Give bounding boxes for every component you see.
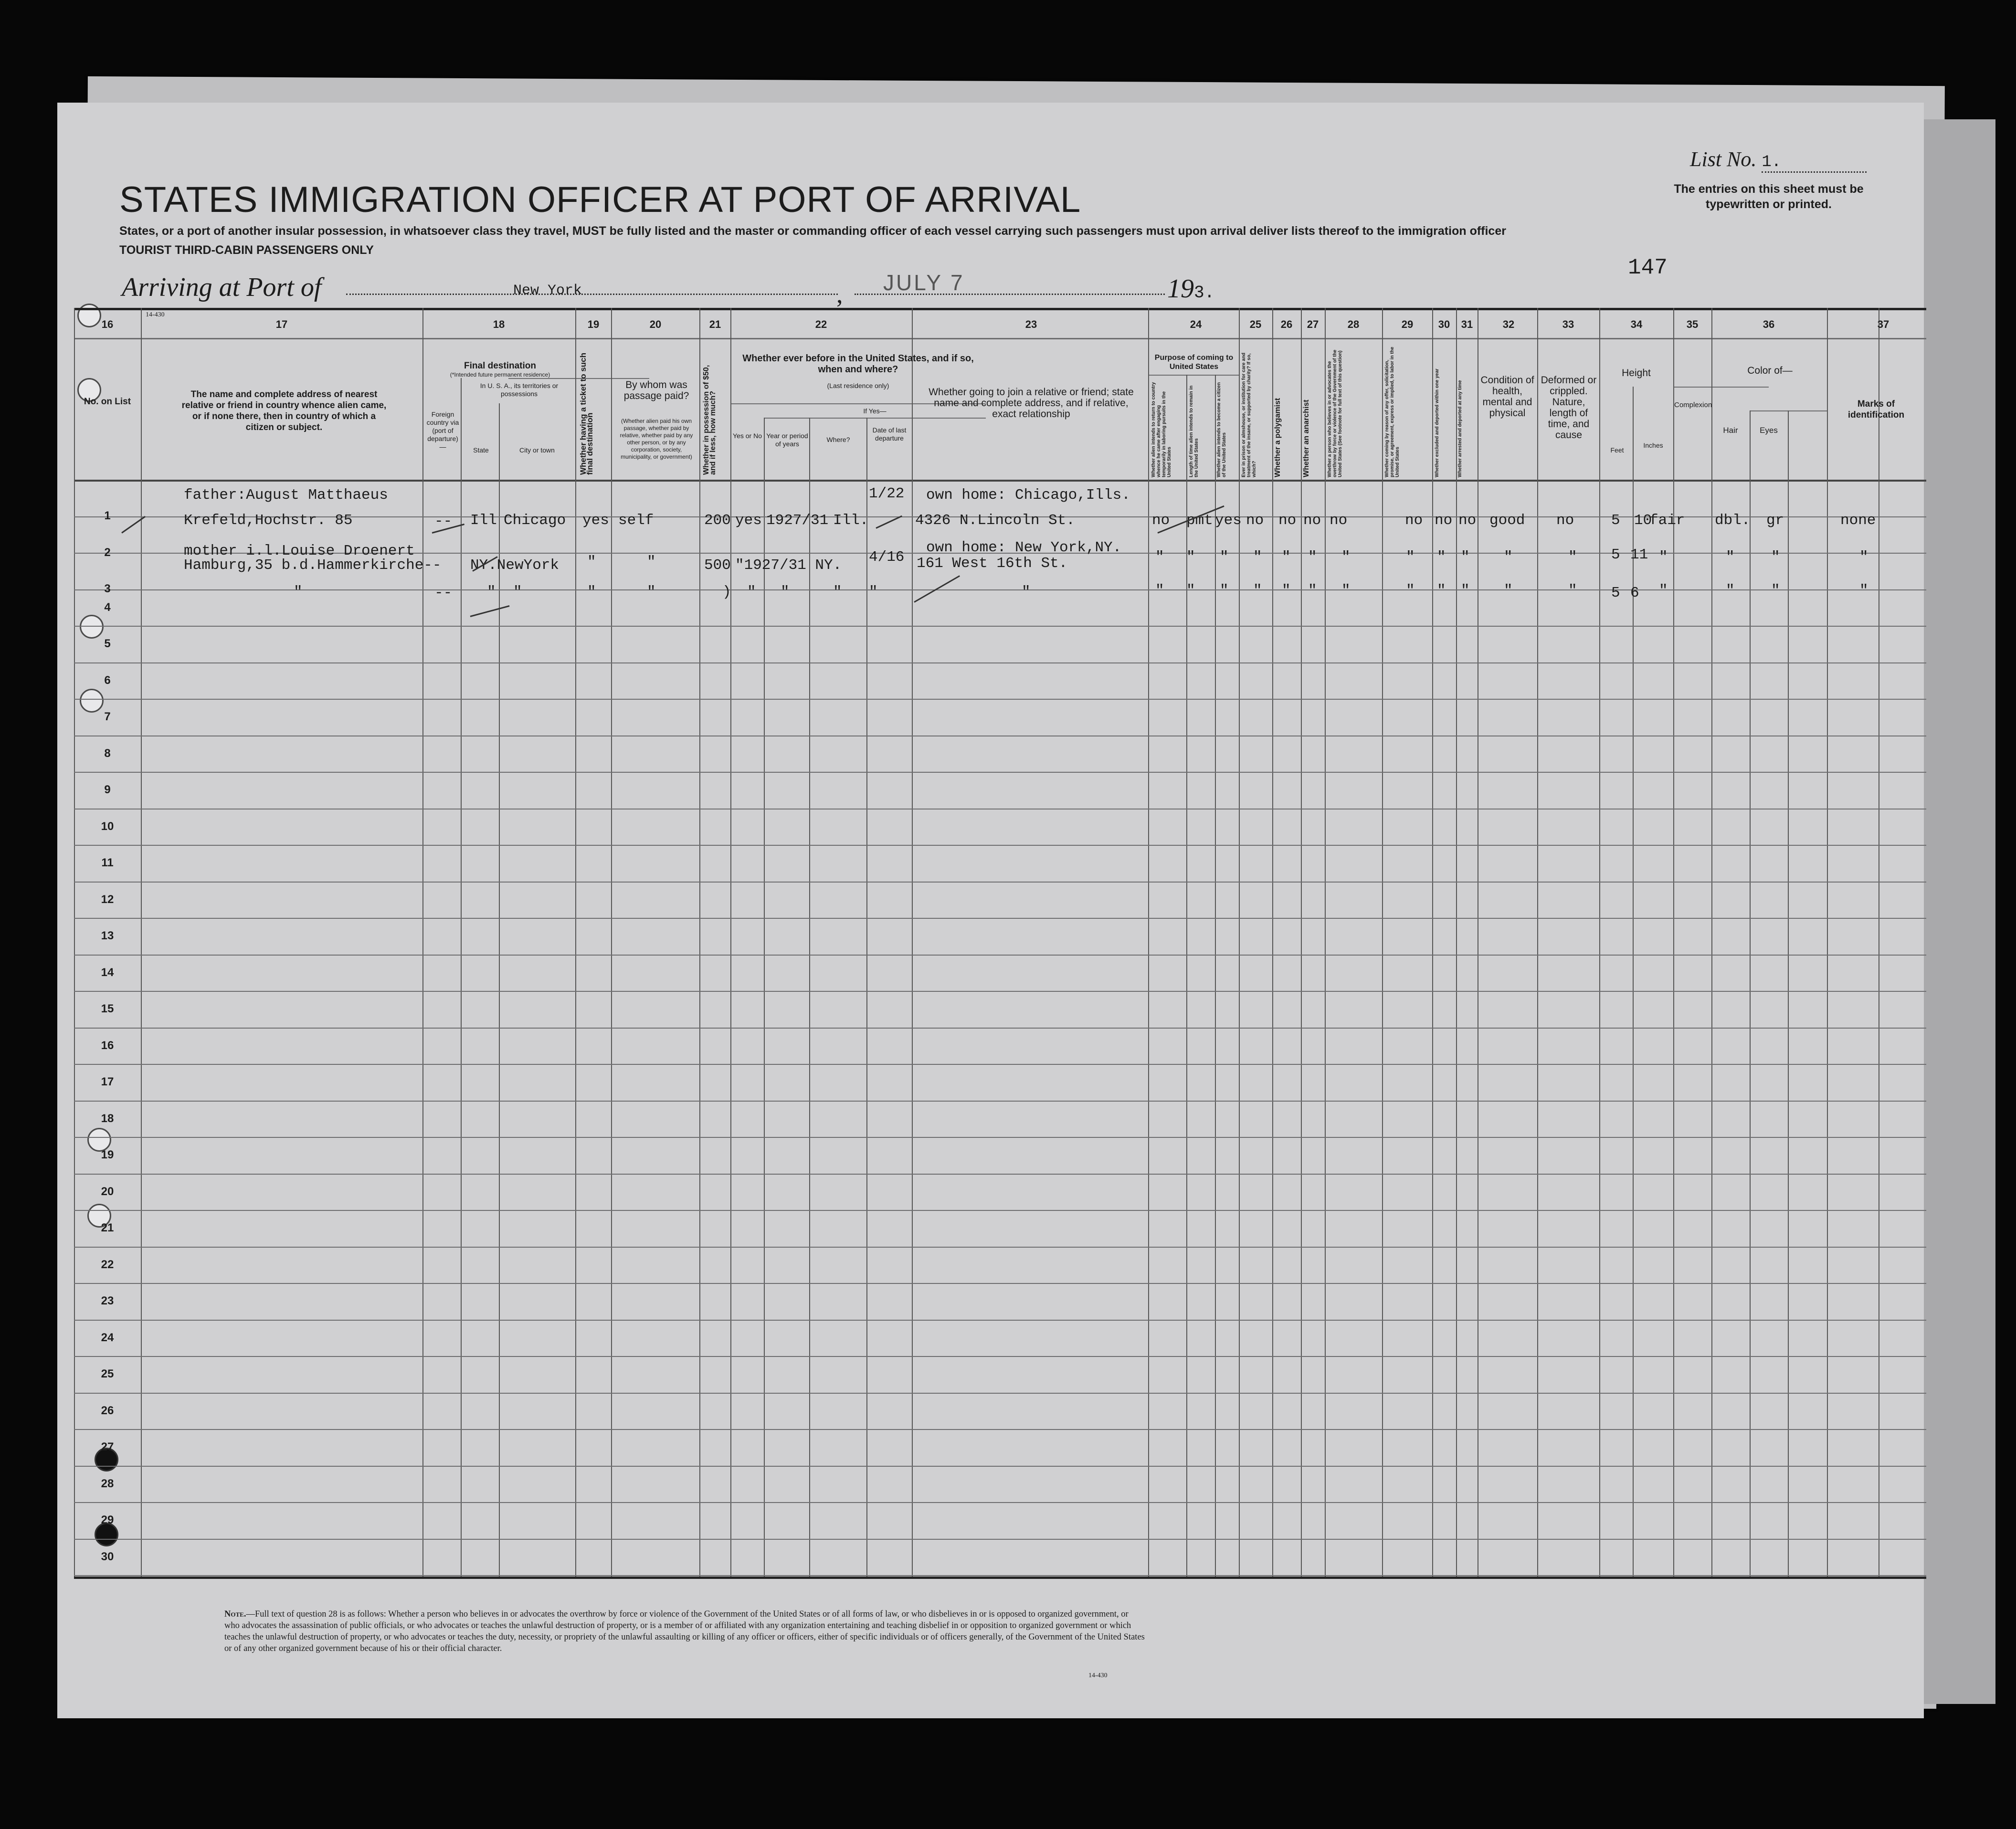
ditto-mark: " <box>1282 549 1291 566</box>
entry-2-departure: 4/16 <box>869 549 905 566</box>
header-color-of: Color of— <box>1747 365 1793 376</box>
header-height: Height <box>1622 368 1651 378</box>
table-row <box>74 991 1926 992</box>
col-number-35: 35 <box>1686 318 1699 330</box>
table-row <box>74 1356 1926 1357</box>
table-row <box>74 1466 1926 1467</box>
header-purpose-a: Whether alien intends to return to country whence he came after engaging temporarily in laboring pursuits in the United States <box>1151 382 1172 477</box>
table-row <box>74 1320 1926 1321</box>
header-bottom-rule <box>74 480 1926 482</box>
col-line <box>499 403 500 1577</box>
ditto-mark: " <box>1253 549 1262 566</box>
ditto-mark: " <box>1659 582 1668 599</box>
instruction-text: States, or a port of another insular possession, in whatsoever class they travel, MUST be fully listed and the master or commanding officer of each vessel carrying such passengers must upon arrival deliver lists thereof to the immigration officer <box>119 224 1506 238</box>
header-if-yes: If Yes— <box>863 407 887 415</box>
header-in-usa: In U. S. A., its territories or possessions <box>480 382 559 398</box>
header-polygamist: Whether a polygamist <box>1274 398 1282 477</box>
entry-1-state: Ill <box>470 512 497 529</box>
subrule <box>1148 375 1239 376</box>
form-code: 14-430 <box>146 311 165 318</box>
ditto-mark: " <box>1253 582 1262 599</box>
ditto-mark: " <box>781 584 790 600</box>
entry-1-where: Ill. <box>833 512 869 529</box>
table-row <box>74 1028 1926 1029</box>
col-line <box>1788 410 1789 1577</box>
subrule <box>1673 387 1769 388</box>
ditto-mark: " <box>1859 582 1868 599</box>
ditto-mark: " <box>1155 582 1164 599</box>
ditto-mark: " <box>1771 549 1780 566</box>
col-line <box>866 418 867 1577</box>
col-number-22: 22 <box>815 318 827 330</box>
header-passage-paid-sub: (Whether alien paid his own passage, whether paid by relative, whether paid by any other person, or by any corporation, society, municipality, or government) <box>620 418 693 460</box>
ditto-mark: " <box>1341 549 1351 566</box>
col-number-17: 17 <box>275 318 288 330</box>
col-number-20: 20 <box>649 318 662 330</box>
col-number-18: 18 <box>493 318 505 330</box>
typewritten-note: The entries on this sheet must be typewritten or printed. <box>1674 182 1864 211</box>
col-line <box>1750 410 1751 1577</box>
entry-2-join-a: own home: New York,NY. <box>926 539 1122 556</box>
entry-2-ticket: " <box>587 554 596 570</box>
col-line <box>1382 308 1383 1577</box>
entry-2-relative-address: Hamburg,35 b.d.Hammerkirche-- <box>184 557 442 574</box>
entry-3-join: " <box>1022 584 1031 600</box>
row-number: 8 <box>104 746 111 760</box>
entry-1-city: Chicago <box>504 512 566 529</box>
col-line <box>1215 375 1216 1577</box>
table-row <box>74 1393 1926 1394</box>
entry-2-before: "1927/31 NY. <box>735 557 842 574</box>
row-number: 23 <box>101 1294 114 1307</box>
entry-1-prison: no <box>1246 512 1264 529</box>
col-line <box>1432 308 1433 1577</box>
entry-1-remain: pmt <box>1186 512 1213 529</box>
table-row <box>74 882 1926 883</box>
table-row <box>74 699 1926 700</box>
footer-form-code: 14-430 <box>1088 1672 1108 1679</box>
col-number-29: 29 <box>1401 318 1414 330</box>
row-number: 13 <box>101 929 114 942</box>
col-line <box>1633 387 1634 1577</box>
ditto-mark: " <box>1341 582 1351 599</box>
header-nearest-relative: The name and complete address of nearest relative or friend in country whence alien came, or if none there, then in country of which a citizen or subject. <box>181 389 387 432</box>
header-health: Condition of health, mental and physical <box>1480 375 1534 419</box>
row-number: 24 <box>101 1331 114 1344</box>
entry-2-relative-name: mother i.l.Louise Droenert <box>184 543 415 559</box>
col-line <box>611 308 612 1577</box>
page-title: STATES IMMIGRATION OFFICER AT PORT OF ARRIVAL <box>119 179 1081 220</box>
ditto-mark: " <box>833 584 842 600</box>
ditto-mark: " <box>869 584 878 600</box>
entry-1-inches: 10 <box>1634 512 1652 529</box>
header-marks: Marks of identification <box>1847 399 1905 420</box>
ditto-mark: " <box>1461 582 1470 599</box>
list-number: List No. 1. <box>1690 147 1867 173</box>
entry-2-inches: 11 <box>1630 547 1648 563</box>
ditto-mark: " <box>1504 582 1513 599</box>
entry-1-eyes: gr <box>1766 512 1784 529</box>
row-number: 9 <box>104 783 111 796</box>
header-purpose-b: Length of time alien intends to remain in the United States <box>1189 385 1199 477</box>
col-number-32: 32 <box>1502 318 1515 330</box>
col-line <box>1325 308 1326 1577</box>
port-line <box>346 294 838 295</box>
row-number: 15 <box>101 1002 114 1015</box>
header-foreign-country: Foreign country via (port of departure)— <box>426 410 459 451</box>
table-row <box>74 1137 1926 1138</box>
entry-2-join-b: 161 West 16th St. <box>917 555 1068 572</box>
entry-1-overthrow: no <box>1330 512 1348 529</box>
header-city: City or town <box>519 446 555 454</box>
row-number: 30 <box>101 1550 114 1563</box>
ditto-mark: " <box>487 584 496 600</box>
table-row <box>74 1247 1926 1248</box>
entry-2-feet: 5 <box>1611 547 1620 563</box>
header-possession-50: Whether in possession of $50, and if less, how much? <box>702 365 717 475</box>
table-row <box>74 1283 1926 1284</box>
port-value: New York <box>513 283 582 299</box>
ditto-mark: " <box>1155 549 1164 566</box>
header-ticket: Whether having a ticket to such final destination <box>579 353 594 475</box>
col-line <box>1301 308 1302 1577</box>
header-ever-before: Whether ever before in the United States, and if so, when and where? <box>742 353 974 375</box>
entry-1-marks: none <box>1840 512 1876 529</box>
table-row <box>74 1210 1926 1211</box>
ditto-mark: " <box>1568 582 1577 599</box>
col-number-37: 37 <box>1877 318 1889 330</box>
row-number: 25 <box>101 1367 114 1380</box>
col-line <box>461 378 462 1577</box>
colnum-rule <box>74 338 1926 339</box>
ditto-mark: " <box>513 584 522 600</box>
header-state: State <box>473 446 489 454</box>
row-number: 11 <box>101 856 114 869</box>
header-anarchist: Whether an anarchist <box>1302 399 1310 477</box>
check-mark <box>876 515 902 529</box>
row-number: 20 <box>101 1185 114 1198</box>
table-row <box>74 955 1926 956</box>
col-line <box>1456 308 1457 1577</box>
col-number-31: 31 <box>1461 318 1473 330</box>
col-line <box>730 308 731 1577</box>
arriving-label: Arriving at Port of <box>122 273 322 302</box>
col-number-24: 24 <box>1190 318 1202 330</box>
header-eyes: Eyes <box>1760 426 1778 435</box>
table-row <box>74 1502 1926 1503</box>
ditto-mark: " <box>1282 582 1291 599</box>
check-mark <box>470 605 510 617</box>
row-number: 22 <box>101 1258 114 1271</box>
row-number: 2 <box>104 546 111 559</box>
table-row <box>74 626 1926 627</box>
row-number: 12 <box>101 893 114 906</box>
table-row <box>74 662 1926 663</box>
entry-1-complexion: fair <box>1649 512 1685 529</box>
row-number: 14 <box>101 966 114 979</box>
entry-2-passage: " <box>647 554 656 570</box>
col-number-28: 28 <box>1347 318 1360 330</box>
entry-1-departure: 1/22 <box>869 485 905 502</box>
entry-1-citizen: yes <box>1215 512 1242 529</box>
entry-1-join-b: 4326 N.Lincoln St. <box>915 512 1075 529</box>
row-number: 1 <box>104 509 111 522</box>
ditto-mark: " <box>1726 582 1735 599</box>
ditto-mark: " <box>1406 582 1415 599</box>
row-number: 16 <box>101 1039 114 1052</box>
ditto-mark: " <box>1308 549 1317 566</box>
footnote: Note.—Full text of question 28 is as follows: Whether a person who believes in or advocates the overthrow by force or violence of the Government of the United States or of all forms of law, or who disbelieves in or is opposed to organized government, or who advocates the assassination of public officials, or who advocates or teaches the unlawful destruction of property, or is a member of or affiliated with any organization entertaining and teaching disbelief in or opposition to organized government or which teaches the unlawful destruction of property, or who advocates or teaches the duty, necessity, or propriety of the unlawful assaulting or killing of any officer or officers, either of specific individuals or of officers generally, of the Government of the United States or of any other organized government because of his or their official character. <box>224 1609 1145 1653</box>
entry-3-money: ) <box>722 584 731 600</box>
entry-1-before: yes <box>735 512 762 529</box>
row-number: 4 <box>104 600 111 614</box>
header-where: Where? <box>826 436 850 443</box>
header-final-destination: Final destination <box>464 361 536 371</box>
entry-1-hair: dbl. <box>1715 512 1751 529</box>
entry-1-feet: 5 <box>1611 512 1620 529</box>
col-line <box>1239 308 1240 1577</box>
col-line <box>74 308 75 1577</box>
col-number-36: 36 <box>1763 318 1775 330</box>
table-row <box>74 1429 1926 1430</box>
col-number-23: 23 <box>1025 318 1037 330</box>
table-bottom-rule <box>74 1577 1926 1579</box>
col-line <box>422 308 423 1577</box>
col-number-33: 33 <box>1562 318 1574 330</box>
col-line <box>1537 308 1538 1577</box>
header-labor-offer: Whether coming by reason of any offer, solicitation, promise, or agreement, express or implied, to labor in the United States <box>1384 347 1400 477</box>
header-date-departure: Date of last departure <box>872 426 907 442</box>
header-deformed: Deformed or crippled. Nature, length of time, and cause <box>1541 375 1597 441</box>
row-number: 26 <box>101 1404 114 1417</box>
header-join-relative: Whether going to join a relative or friend; state name and complete address, and if relative, exact relationship <box>929 387 1134 420</box>
ditto-mark: " <box>1186 582 1195 599</box>
header-no-on-list: No. on List <box>84 397 131 407</box>
col-number-27: 27 <box>1307 318 1319 330</box>
col-number-19: 19 <box>587 318 600 330</box>
col-line <box>1272 308 1273 1577</box>
ditto-mark: " <box>1437 582 1446 599</box>
row-number: 29 <box>101 1514 114 1526</box>
entry-1-arrested: no <box>1458 512 1477 529</box>
entry-1-health: good <box>1489 512 1525 529</box>
ditto-mark: " <box>1186 549 1195 566</box>
comma: , <box>836 280 843 308</box>
entry-3-feet: 5 <box>1611 585 1620 601</box>
row-number: 28 <box>101 1477 114 1490</box>
table-row <box>74 1174 1926 1175</box>
manifest-table <box>74 308 1926 1580</box>
col-line <box>699 308 700 1577</box>
ditto-mark: " <box>587 584 596 600</box>
header-arrested: Whether arrested and deported at any time <box>1457 380 1463 477</box>
header-inches: Inches <box>1643 441 1663 449</box>
entry-2-money: 500 <box>704 557 731 574</box>
ditto-mark: " <box>747 584 756 600</box>
header-hair: Hair <box>1723 426 1738 435</box>
ditto-mark: " <box>1406 549 1415 566</box>
passenger-class: TOURIST THIRD-CABIN PASSENGERS ONLY <box>119 243 374 257</box>
entry-3-foreign: -- <box>434 585 453 601</box>
col-number-26: 26 <box>1280 318 1293 330</box>
entry-3-inches: 6 <box>1630 585 1639 601</box>
ditto-mark: " <box>1659 549 1668 566</box>
page-number: 147 <box>1628 255 1668 280</box>
arrival-date: JULY 7 <box>883 270 965 295</box>
row-number: 27 <box>101 1440 114 1453</box>
ditto-mark: " <box>1771 582 1780 599</box>
entry-1-ticket: yes <box>582 512 609 529</box>
header-complexion: Complexion <box>1674 401 1712 409</box>
year-field: 193. <box>1167 274 1215 304</box>
ditto-mark: " <box>1568 549 1577 566</box>
entry-1-foreign: -- <box>434 513 453 530</box>
col-number-16: 16 <box>101 318 114 330</box>
ditto-mark: " <box>1308 582 1317 599</box>
col-line <box>1148 308 1149 1577</box>
col-number-25: 25 <box>1249 318 1262 330</box>
header-prison: Ever in prison or almshouse, or institution for care and treatment of the insane, or supported by charity? If so, which? <box>1241 352 1257 477</box>
table-row <box>74 1064 1926 1065</box>
entry-1-deformed: no <box>1556 512 1574 529</box>
header-feet: Feet <box>1610 446 1624 454</box>
row-number: 17 <box>101 1075 114 1088</box>
row-number: 10 <box>101 820 114 833</box>
header-last-residence: (Last residence only) <box>827 382 889 389</box>
table-row <box>74 1101 1926 1102</box>
header-final-destination-sub: (*Intended future permanent residence) <box>450 371 550 378</box>
header-purpose-c: Whether alien intends to become a citizen of the United States <box>1216 382 1227 477</box>
entry-1-polygamist: no <box>1278 512 1297 529</box>
col-number-21: 21 <box>709 318 721 330</box>
col-line <box>1827 308 1828 1577</box>
table-row <box>74 1575 1926 1576</box>
table-row <box>74 845 1926 846</box>
entry-1-relative-address: Krefeld,Hochstr. 85 <box>184 512 353 529</box>
row-number: 19 <box>101 1148 114 1161</box>
table-row <box>74 918 1926 919</box>
ditto-mark: " <box>1504 549 1513 566</box>
ditto-mark: " <box>1437 549 1446 566</box>
table-row <box>74 772 1926 773</box>
table-top-rule <box>74 308 1926 310</box>
col-line <box>1673 308 1674 1577</box>
entry-1-years: 1927/31 <box>766 512 829 529</box>
entry-1-excluded: no <box>1435 512 1453 529</box>
header-passage-paid: By whom was passage paid? <box>623 379 689 401</box>
entry-2-destination: NY.NewYork <box>470 557 559 574</box>
col-number-30: 30 <box>1438 318 1450 330</box>
entry-1-labor: no <box>1405 512 1423 529</box>
entry-3-relative: " <box>294 584 303 600</box>
col-number-34: 34 <box>1630 318 1643 330</box>
row-number: 5 <box>104 637 111 650</box>
entry-1-passage: self <box>618 512 654 529</box>
ditto-mark: " <box>1859 549 1868 566</box>
row-number: 6 <box>104 673 111 687</box>
row-number: 21 <box>101 1221 114 1234</box>
col-line <box>575 308 576 1577</box>
col-line <box>764 418 765 1577</box>
entry-1-money: 200 <box>704 512 731 529</box>
header-year: Year or period of years <box>766 432 808 448</box>
col-line <box>141 308 142 1577</box>
list-number-value: 1. <box>1762 153 1867 173</box>
col-line <box>809 418 810 1577</box>
header-yes-no: Yes or No <box>733 432 762 440</box>
entry-1-join-a: own home: Chicago,Ills. <box>926 487 1130 504</box>
col-line <box>1599 308 1600 1577</box>
row-number: 3 <box>104 582 111 595</box>
header-overthrow: Whether a person who believes in or advocates the overthrow by force or violence of the Government of the United States (See footnote for full text of this question) <box>1327 349 1343 477</box>
entry-1-return: no <box>1152 512 1170 529</box>
table-row <box>74 589 1926 590</box>
header-purpose: Purpose of coming to United States <box>1154 354 1234 371</box>
col-line <box>1711 308 1712 1577</box>
row-number: 7 <box>104 710 111 723</box>
entry-1-anarchist: no <box>1303 512 1321 529</box>
col-line <box>912 308 913 1577</box>
ditto-mark: " <box>1461 549 1470 566</box>
ditto-mark: " <box>1220 549 1229 566</box>
ditto-mark: " <box>1220 582 1229 599</box>
header-excluded: Whether excluded and deported within one year <box>1435 368 1440 477</box>
entry-1-relative-name: father:August Matthaeus <box>184 487 388 504</box>
row-number: 18 <box>101 1112 114 1125</box>
ditto-mark: " <box>647 584 656 600</box>
table-row <box>74 1539 1926 1540</box>
ditto-mark: " <box>1726 549 1735 566</box>
